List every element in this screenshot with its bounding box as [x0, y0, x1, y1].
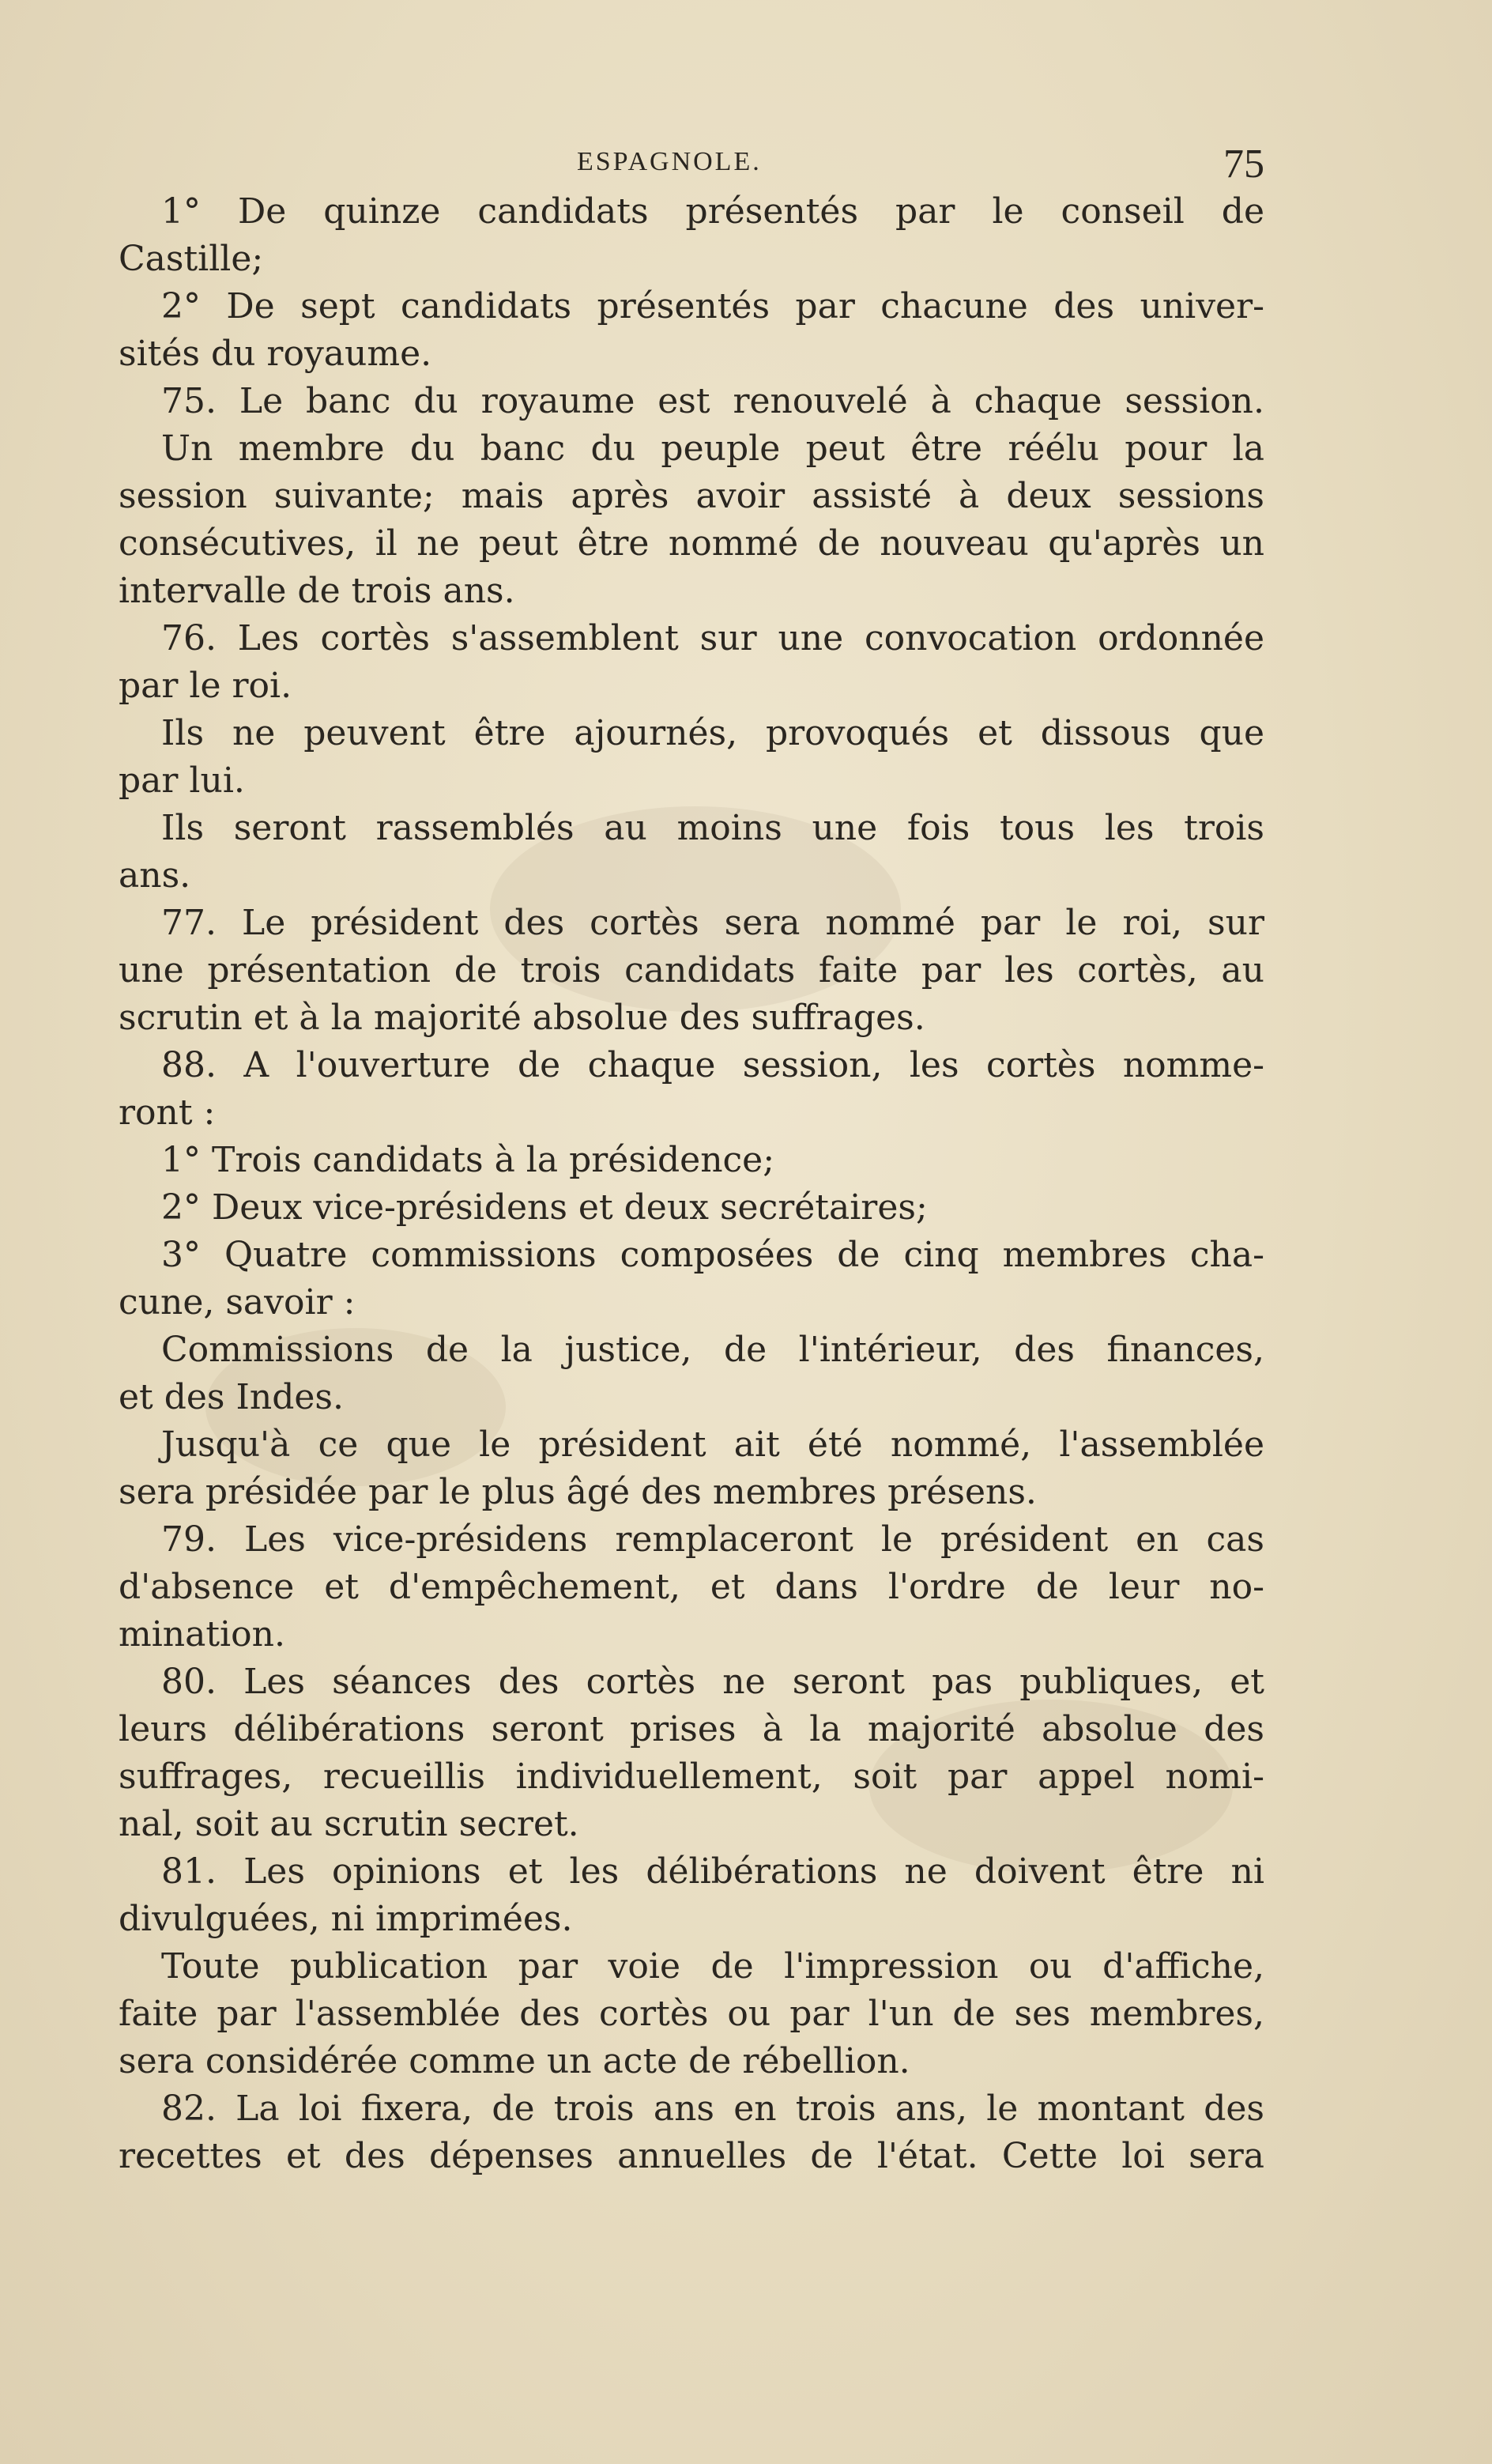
text-line: scrutin et à la majorité absolue des suffrages. [119, 998, 925, 1038]
text-line: 80. Les séances des cortès ne seront pas publiques, et [161, 1662, 1264, 1702]
text-line: 2° De sept candidats présentés par chacune des univer- [161, 286, 1264, 326]
text-line: sités du royaume. [119, 334, 432, 374]
text-line: 3° Quatre commissions composées de cinq membres cha- [161, 1235, 1264, 1275]
text-line: recettes et des dépenses annuelles de l'état. Cette loi sera [119, 2136, 1264, 2176]
text-line: suffrages, recueillis individuellement, soit par appel nomi- [119, 1756, 1264, 1797]
text-line: nal, soit au scrutin secret. [119, 1804, 579, 1844]
text-line: sera présidée par le plus âgé des membres présens. [119, 1472, 1037, 1512]
text-line: ront : [119, 1092, 216, 1133]
text-line: 82. La loi fixera, de trois ans en trois ans, le montant des [161, 2089, 1264, 2129]
page-number: 75 [1223, 142, 1264, 187]
text-line: session suivante; mais après avoir assisté à deux sessions [119, 476, 1264, 516]
text-line: faite par l'assemblée des cortès ou par l'un de ses membres, [119, 1994, 1264, 2034]
text-line: 88. A l'ouverture de chaque session, les cortès nomme- [161, 1045, 1264, 1085]
text-line: 81. Les opinions et les délibérations ne doivent être ni [161, 1851, 1264, 1892]
text-line: 2° Deux vice-présidens et deux secrétaires; [161, 1187, 928, 1228]
text-line: cune, savoir : [119, 1282, 356, 1323]
text-line: 1° Trois candidats à la présidence; [161, 1140, 775, 1180]
text-line: Commissions de la justice, de l'intérieur, des finances, [161, 1330, 1264, 1370]
text-line: Toute publication par voie de l'impression ou d'affiche, [161, 1946, 1264, 1987]
text-line: Un membre du banc du peuple peut être réélu pour la [161, 428, 1264, 469]
text-line: par lui. [119, 760, 245, 801]
text-line: d'absence et d'empêchement, et dans l'ordre de leur no- [119, 1567, 1264, 1607]
text-line: ans. [119, 855, 191, 896]
text-line: 75. Le banc du royaume est renouvelé à chaque session. [161, 381, 1264, 421]
text-line: 79. Les vice-présidens remplaceront le président en cas [161, 1519, 1264, 1560]
text-line: divulguées, ni imprimées. [119, 1899, 573, 1939]
page-body [119, 188, 1264, 2180]
text-line: 76. Les cortès s'assemblent sur une convocation ordonnée [161, 618, 1264, 658]
page-header [119, 141, 1264, 188]
text-line: 1° De quinze candidats présentés par le conseil de [161, 191, 1264, 232]
running-head: ESPAGNOLE. [577, 147, 762, 176]
text-line: 77. Le président des cortès sera nommé par le roi, sur [161, 903, 1264, 943]
text-line: et des Indes. [119, 1377, 344, 1417]
text-line: intervalle de trois ans. [119, 571, 515, 611]
text-line: Castille; [119, 239, 264, 279]
text-line: consécutives, il ne peut être nommé de nouveau qu'après un [119, 523, 1264, 564]
text-line: une présentation de trois candidats faite par les cortès, au [119, 950, 1264, 991]
text-line: Ils seront rassemblés au moins une fois tous les trois [161, 808, 1264, 848]
text-line: par le roi. [119, 666, 292, 706]
text-line: sera considérée comme un acte de rébellion. [119, 2041, 910, 2081]
text-line: Ils ne peuvent être ajournés, provoqués et dissous que [161, 713, 1264, 753]
text-line: Jusqu'à ce que le président ait été nommé, l'assemblée [161, 1424, 1264, 1465]
text-line: leurs délibérations seront prises à la majorité absolue des [119, 1709, 1264, 1749]
text-line: mination. [119, 1614, 285, 1655]
